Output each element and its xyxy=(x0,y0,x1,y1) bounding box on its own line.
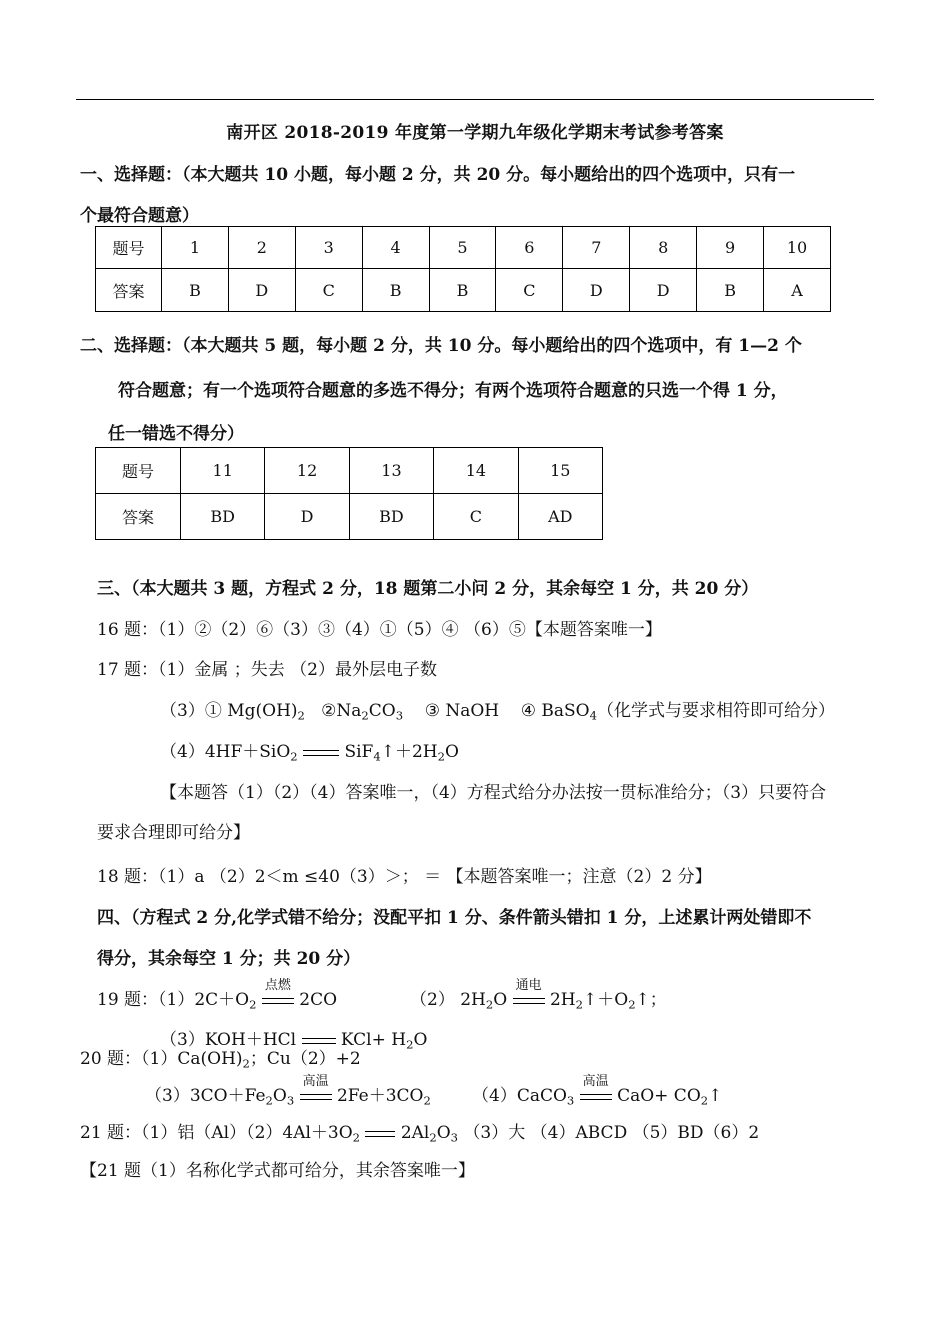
answer-17-line1: 17 题：（1）金属 ；失去 （2）最外层电子数 xyxy=(97,660,437,680)
question-number: 2 xyxy=(228,227,295,269)
section1-answer-table xyxy=(95,226,831,312)
question-number: 7 xyxy=(563,227,630,269)
answer-cell: B xyxy=(697,269,764,312)
section2-heading-line1: 二、选择题：（本大题共 5 题，每小题 2 分，共 10 分。每小题给出的四个选项中，有 1—2 个 xyxy=(80,336,802,356)
table-row xyxy=(96,227,831,269)
equals-sign xyxy=(303,742,339,762)
formula-naoh: ③ NaOH xyxy=(424,701,500,721)
section1-heading-line2: 个最符合题意） xyxy=(80,206,199,226)
question-number: 13 xyxy=(349,448,433,494)
answer-17-note-line2: 要求合理即可给分】 xyxy=(97,823,250,843)
answer-cell: B xyxy=(429,269,496,312)
answer-17-note-line1: 【本题答（1）（2）（4）答案唯一，（4）方程式给分办法按一贯标准给分；（3）只要符合 xyxy=(160,783,827,803)
answer-18: 18 题：（1）a （2）2＜m ≤40（3）＞； ＝ 【本题答案唯一；注意（2）2 分】 xyxy=(97,867,712,887)
answer-cell: B xyxy=(362,269,429,312)
row-label-answer: 答案 xyxy=(96,494,181,540)
section4-heading-line2: 得分，其余每空 1 分；共 20 分） xyxy=(97,949,361,969)
table-row xyxy=(96,448,603,494)
section2-answer-table xyxy=(95,447,603,540)
answer-cell: AD xyxy=(518,494,602,540)
question-number: 5 xyxy=(429,227,496,269)
answer-20-part4: （4）CaCO$_3$ 高温 $CaO+ CO_2↑$ xyxy=(472,1074,723,1108)
answer-cell: B xyxy=(162,269,229,312)
condition-equals: 高温 xyxy=(580,1086,612,1106)
page-title: 南开区 2018-2019 年度第一学期九年级化学期末考试参考答案 xyxy=(226,123,724,143)
answer-20-part1: 20 题：$(1)Ca(OH)_2$；Cu（2）+2 xyxy=(80,1049,361,1071)
answer-cell: A xyxy=(764,269,831,312)
condition-equals: 高温 xyxy=(300,1086,332,1106)
answer-cell: D xyxy=(630,269,697,312)
answer-20-part3: $(3)3CO+Fe_2O_3$ 高温 $2Fe+3CO_2$ xyxy=(145,1074,431,1108)
condition-equals: 通电 xyxy=(513,990,545,1010)
question-number: 9 xyxy=(697,227,764,269)
answer-19-part2: （2） $2H_2O$ 通电 $2H_2↑+O_2↑$； xyxy=(410,978,667,1012)
question-number: 12 xyxy=(265,448,349,494)
question-number: 10 xyxy=(764,227,831,269)
answer-cell: C xyxy=(496,269,563,312)
answer-21: 21 题：（1）铝$(Al)(2)4Al+3O_2$ $2Al_2O_3$ （3）大 （4）ABCD （5）BD（6）2 xyxy=(80,1123,760,1145)
row-label-answer: 答案 xyxy=(96,269,162,312)
section2-heading-line2: 符合题意；有一个选项符合题意的多选不得分；有两个选项符合题意的只选一个得 1 分， xyxy=(118,381,788,401)
answer-17-part3: （3）① $Mg(OH)_2$ $②Na_2CO_3$ ③ NaOH ④ BaSO$_4$（化学式与要求相符即可给分） xyxy=(160,701,835,723)
table-row xyxy=(96,494,603,540)
top-rule xyxy=(76,99,874,100)
answer-17-part4-equation: （4）4HF＋SiO$_2$ $SiF_4↑+2H_2O$ xyxy=(160,742,459,764)
row-label-question: 题号 xyxy=(96,227,162,269)
answer-cell: D xyxy=(265,494,349,540)
answer-cell: D xyxy=(563,269,630,312)
answer-19-part1: 19 题：$(1)2C+O_2$ 点燃 2CO xyxy=(97,978,338,1012)
question-number: 15 xyxy=(518,448,602,494)
answer-cell: D xyxy=(228,269,295,312)
answer-cell: C xyxy=(295,269,362,312)
question-number: 8 xyxy=(630,227,697,269)
formula-baso4: ④ BaSO xyxy=(520,701,590,721)
question-number: 1 xyxy=(162,227,229,269)
equals-sign xyxy=(365,1123,395,1143)
answer-cell: C xyxy=(434,494,518,540)
answer-19-part3: （3）KOH＋HCl $KCl+ H_2O$ xyxy=(160,1030,428,1052)
question-number: 3 xyxy=(295,227,362,269)
question-number: 11 xyxy=(181,448,265,494)
question-number: 6 xyxy=(496,227,563,269)
row-label-question: 题号 xyxy=(96,448,181,494)
answer-cell: BD xyxy=(349,494,433,540)
section2-heading-line3: 任一错选不得分） xyxy=(108,424,244,444)
answer-21-note: 【21 题（1）名称化学式都可给分，其余答案唯一】 xyxy=(80,1161,475,1181)
answer-16: 16 题：（1）②（2）⑥（3）③（4）①（5）④ （6）⑤【本题答案唯一】 xyxy=(97,620,662,640)
condition-equals: 点燃 xyxy=(262,990,294,1010)
table-row xyxy=(96,269,831,312)
section4-heading-line1: 四、（方程式 2 分,化学式错不给分；没配平扣 1 分、条件箭头错扣 1 分，上述累计两处错即不 xyxy=(97,908,812,928)
formula-na2co3: ②Na xyxy=(321,701,362,721)
question-number: 4 xyxy=(362,227,429,269)
answer-cell: BD xyxy=(181,494,265,540)
section3-heading: 三、（本大题共 3 题，方程式 2 分，18 题第二小问 2 分，其余每空 1 分，共 20 分） xyxy=(97,579,759,599)
section1-heading-line1: 一、选择题：（本大题共 10 小题，每小题 2 分，共 20 分。每小题给出的四个选项中，只有一 xyxy=(80,165,796,185)
formula-mgoh: （3）① Mg(OH) xyxy=(160,701,298,721)
question-number: 14 xyxy=(434,448,518,494)
